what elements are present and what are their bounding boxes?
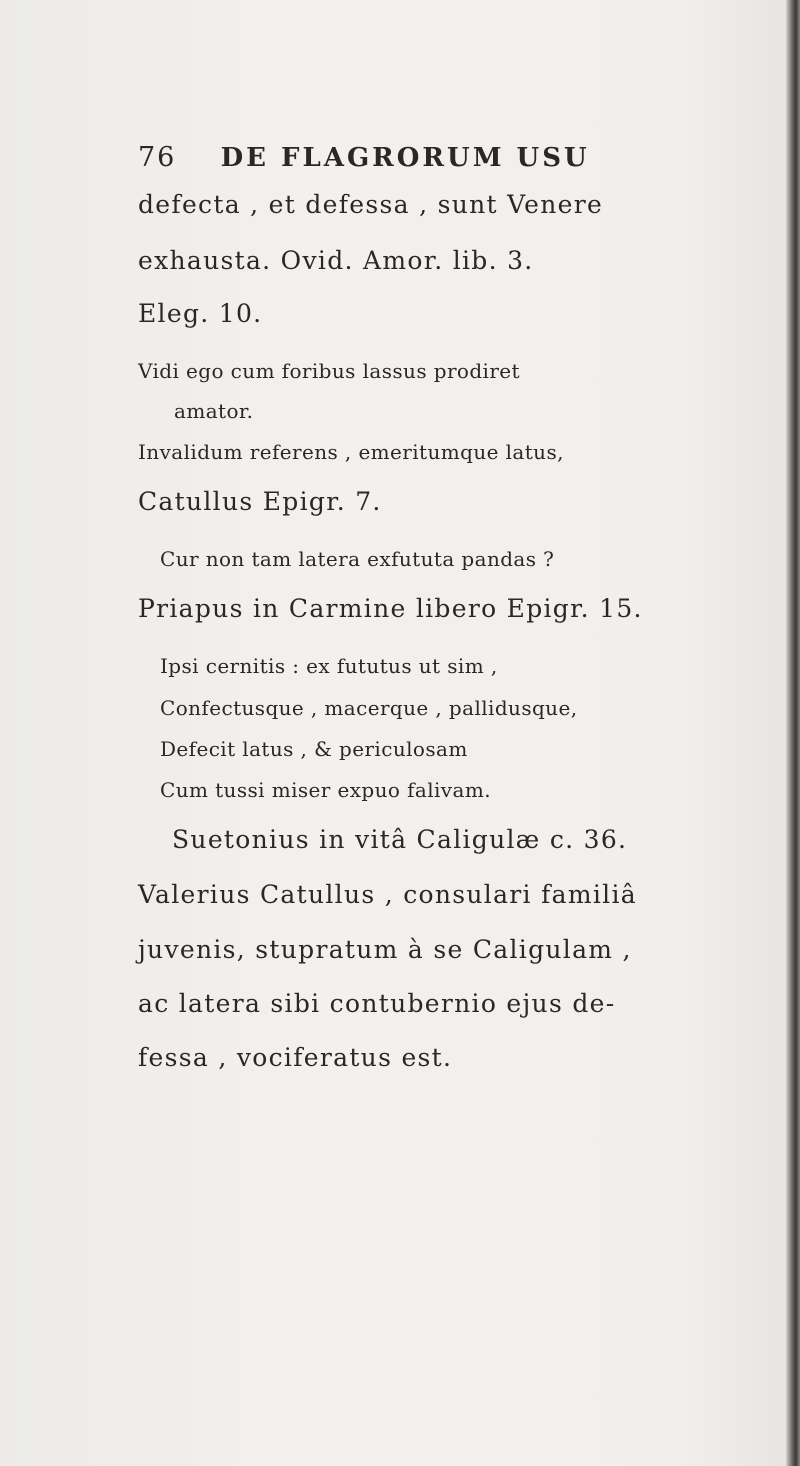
text-line: Eleg. 10. xyxy=(138,299,263,328)
page-header xyxy=(138,142,738,173)
running-title: DE FLAGRORUM USU xyxy=(220,143,590,173)
page-number: 76 xyxy=(138,142,177,173)
quote-line: Ipsi cernitis : ex fututus ut sim , xyxy=(160,654,498,678)
text-line: fessa , vociferatus est. xyxy=(138,1043,453,1072)
quote-line: amator. xyxy=(174,399,254,423)
text-line: ac latera sibi contubernio ejus de- xyxy=(138,989,616,1018)
quote-line: Cur non tam latera exfututa pandas ? xyxy=(160,547,555,571)
quote-line: Defecit latus , & periculosam xyxy=(160,737,468,761)
text-line: defecta , et defessa , sunt Venere xyxy=(138,190,604,219)
text-line: exhausta. Ovid. Amor. lib. 3. xyxy=(138,246,534,275)
text-line: Valerius Catullus , consulari familiâ xyxy=(138,880,637,909)
page-binding-edge xyxy=(786,0,800,1466)
citation-line: Suetonius in vitâ Caligulæ c. 36. xyxy=(172,825,628,854)
quote-line: Confectusque , macerque , pallidusque, xyxy=(160,696,578,720)
quote-line: Cum tussi miser expuo falivam. xyxy=(160,778,491,802)
citation-line: Catullus Epigr. 7. xyxy=(138,487,382,516)
quote-line: Vidi ego cum foribus lassus prodiret xyxy=(138,359,520,383)
text-line: juvenis, stupratum à se Caligulam , xyxy=(138,935,632,964)
quote-line: Invalidum referens , emeritumque latus, xyxy=(138,440,564,464)
citation-line: Priapus in Carmine libero Epigr. 15. xyxy=(138,594,643,623)
